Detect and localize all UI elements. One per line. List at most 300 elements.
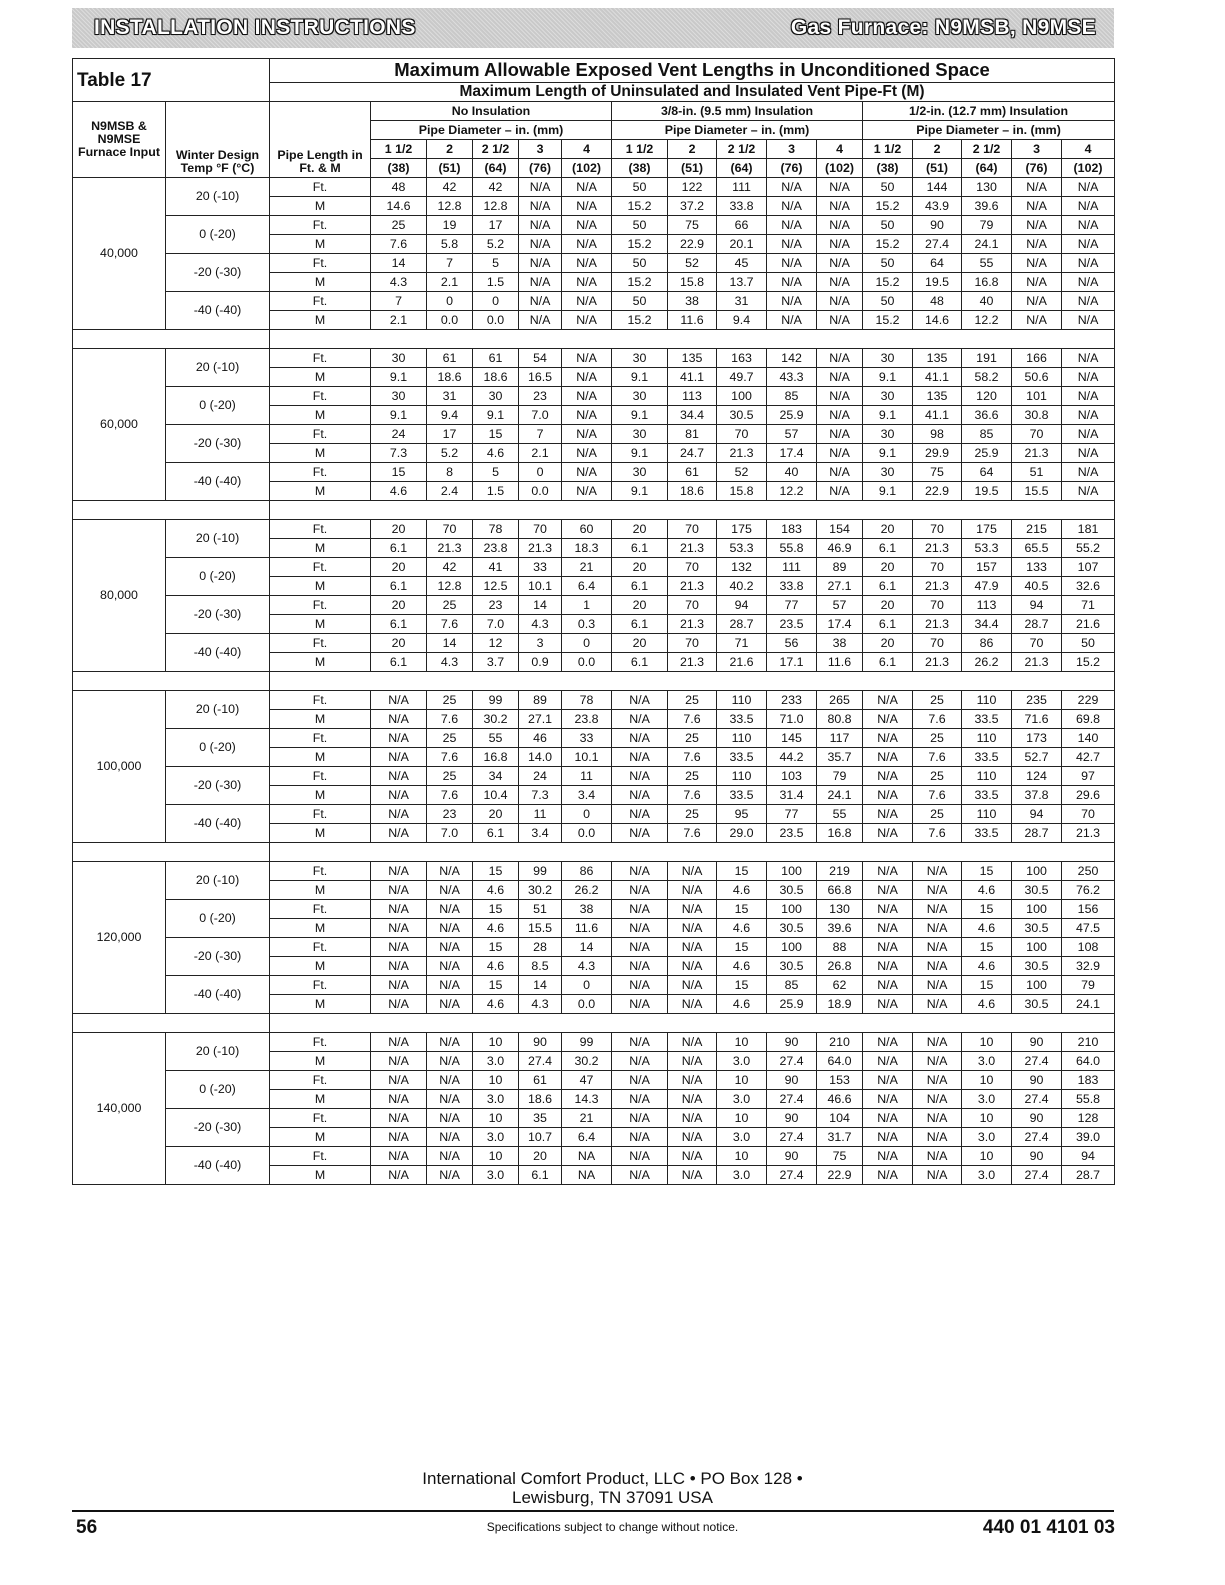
- value-cell: N/A: [1062, 425, 1115, 444]
- col-header-length: Pipe Length in Ft. & M: [270, 102, 371, 178]
- value-cell: 64.0: [1062, 1052, 1115, 1071]
- value-cell: 6.1: [371, 615, 427, 634]
- value-cell: 17.1: [767, 653, 817, 672]
- value-cell: 27.4: [767, 1166, 817, 1185]
- value-cell: 21.3: [913, 539, 962, 558]
- table-row: [73, 729, 1115, 748]
- value-cell: N/A: [913, 1052, 962, 1071]
- value-cell: 6.1: [612, 615, 668, 634]
- value-cell: N/A: [1062, 349, 1115, 368]
- value-cell: 89: [817, 558, 863, 577]
- value-cell: 22.9: [913, 482, 962, 501]
- value-cell: N/A: [863, 957, 913, 976]
- value-cell: 88: [817, 938, 863, 957]
- value-cell: 7.6: [668, 786, 717, 805]
- value-cell: N/A: [612, 767, 668, 786]
- value-cell: 113: [962, 596, 1012, 615]
- value-cell: 33.5: [962, 786, 1012, 805]
- value-cell: 10: [962, 1147, 1012, 1166]
- unit-cell: M: [270, 1090, 371, 1109]
- value-cell: 20: [371, 558, 427, 577]
- value-cell: N/A: [371, 748, 427, 767]
- value-cell: 13.7: [717, 273, 767, 292]
- value-cell: 55: [473, 729, 519, 748]
- pipe-size-mm-label: (51): [913, 159, 962, 178]
- value-cell: 15.8: [717, 482, 767, 501]
- unit-cell: M: [270, 1166, 371, 1185]
- value-cell: N/A: [612, 805, 668, 824]
- value-cell: N/A: [913, 919, 962, 938]
- value-cell: 85: [767, 976, 817, 995]
- value-cell: 35.7: [817, 748, 863, 767]
- value-cell: N/A: [371, 1071, 427, 1090]
- value-cell: 6.1: [371, 577, 427, 596]
- value-cell: 15: [717, 976, 767, 995]
- value-cell: 3.0: [717, 1090, 767, 1109]
- value-cell: 20: [612, 558, 668, 577]
- value-cell: 36.6: [962, 406, 1012, 425]
- value-cell: N/A: [427, 1033, 473, 1052]
- value-cell: N/A: [913, 1128, 962, 1147]
- value-cell: 20.1: [717, 235, 767, 254]
- value-cell: 23: [473, 596, 519, 615]
- value-cell: N/A: [863, 919, 913, 938]
- value-cell: 50: [863, 254, 913, 273]
- value-cell: 15: [473, 938, 519, 957]
- value-cell: 33: [519, 558, 562, 577]
- value-cell: 50: [1062, 634, 1115, 653]
- value-cell: 110: [962, 729, 1012, 748]
- unit-cell: M: [270, 786, 371, 805]
- value-cell: N/A: [371, 881, 427, 900]
- unit-cell: M: [270, 748, 371, 767]
- table-row: [73, 634, 1115, 653]
- value-cell: N/A: [562, 311, 612, 330]
- value-cell: 191: [962, 349, 1012, 368]
- value-cell: 70: [668, 634, 717, 653]
- value-cell: 53.3: [962, 539, 1012, 558]
- table-row: [73, 254, 1115, 273]
- pipe-size-mm-label: (38): [612, 159, 668, 178]
- pipe-size-mm-label: (102): [562, 159, 612, 178]
- value-cell: 24.1: [817, 786, 863, 805]
- value-cell: 100: [767, 900, 817, 919]
- value-cell: 6.1: [612, 577, 668, 596]
- value-cell: 29.9: [913, 444, 962, 463]
- value-cell: 18.6: [519, 1090, 562, 1109]
- value-cell: 21.3: [913, 615, 962, 634]
- value-cell: 57: [817, 596, 863, 615]
- pipe-size-label: 2 1/2: [962, 140, 1012, 159]
- vent-length-table: [72, 58, 1115, 1185]
- value-cell: 90: [767, 1071, 817, 1090]
- value-cell: 33: [562, 729, 612, 748]
- value-cell: 4.6: [717, 881, 767, 900]
- value-cell: 22.9: [817, 1166, 863, 1185]
- value-cell: 14: [371, 254, 427, 273]
- value-cell: 120: [962, 387, 1012, 406]
- value-cell: 31.4: [767, 786, 817, 805]
- value-cell: 65.5: [1012, 539, 1062, 558]
- value-cell: 9.4: [717, 311, 767, 330]
- value-cell: N/A: [668, 919, 717, 938]
- value-cell: N/A: [1062, 292, 1115, 311]
- value-cell: 79: [1062, 976, 1115, 995]
- value-cell: 53.3: [717, 539, 767, 558]
- document-number: 440 01 4101 03: [982, 1517, 1115, 1538]
- winter-temp-cell: 20 (-10): [166, 862, 270, 900]
- value-cell: 75: [913, 463, 962, 482]
- unit-cell: Ft.: [270, 805, 371, 824]
- value-cell: 26.2: [562, 881, 612, 900]
- value-cell: N/A: [668, 1033, 717, 1052]
- value-cell: N/A: [913, 1147, 962, 1166]
- value-cell: N/A: [612, 1033, 668, 1052]
- value-cell: 23.5: [767, 824, 817, 843]
- value-cell: 10: [473, 1147, 519, 1166]
- value-cell: 154: [817, 520, 863, 539]
- value-cell: N/A: [371, 900, 427, 919]
- value-cell: N/A: [1062, 235, 1115, 254]
- value-cell: 23.5: [767, 615, 817, 634]
- value-cell: N/A: [519, 216, 562, 235]
- spacer-row: [73, 672, 1115, 691]
- value-cell: 17: [427, 425, 473, 444]
- value-cell: 4.6: [473, 881, 519, 900]
- value-cell: 113: [668, 387, 717, 406]
- unit-cell: Ft.: [270, 767, 371, 786]
- value-cell: 5: [473, 254, 519, 273]
- value-cell: 40.5: [1012, 577, 1062, 596]
- value-cell: 70: [1012, 425, 1062, 444]
- unit-cell: M: [270, 824, 371, 843]
- value-cell: 30: [371, 387, 427, 406]
- value-cell: N/A: [519, 235, 562, 254]
- table-header: [73, 59, 1115, 178]
- value-cell: 38: [668, 292, 717, 311]
- value-cell: 20: [371, 520, 427, 539]
- pipe-size-label: 2: [668, 140, 717, 159]
- value-cell: N/A: [817, 254, 863, 273]
- value-cell: N/A: [817, 273, 863, 292]
- value-cell: N/A: [1012, 273, 1062, 292]
- value-cell: N/A: [371, 957, 427, 976]
- value-cell: N/A: [562, 425, 612, 444]
- value-cell: 79: [962, 216, 1012, 235]
- value-cell: 100: [1012, 938, 1062, 957]
- value-cell: 46.6: [817, 1090, 863, 1109]
- winter-temp-cell: -40 (-40): [166, 463, 270, 501]
- unit-cell: Ft.: [270, 349, 371, 368]
- pipe-size-label: 3: [767, 140, 817, 159]
- winter-temp-cell: -20 (-30): [166, 1109, 270, 1147]
- value-cell: N/A: [519, 292, 562, 311]
- value-cell: 28.7: [1062, 1166, 1115, 1185]
- table-row: [73, 976, 1115, 995]
- unit-cell: Ft.: [270, 862, 371, 881]
- value-cell: 90: [913, 216, 962, 235]
- value-cell: 5: [473, 463, 519, 482]
- value-cell: N/A: [427, 1052, 473, 1071]
- value-cell: 41.1: [913, 406, 962, 425]
- winter-temp-cell: -20 (-30): [166, 596, 270, 634]
- value-cell: 0.0: [562, 653, 612, 672]
- value-cell: 30: [863, 387, 913, 406]
- unit-cell: M: [270, 197, 371, 216]
- value-cell: 60: [562, 520, 612, 539]
- value-cell: N/A: [562, 463, 612, 482]
- value-cell: 55.8: [767, 539, 817, 558]
- company-address: [0, 1469, 1225, 1507]
- winter-temp-cell: 0 (-20): [166, 729, 270, 767]
- value-cell: 14.6: [371, 197, 427, 216]
- table-row: [73, 1109, 1115, 1128]
- winter-temp-cell: -40 (-40): [166, 976, 270, 1014]
- value-cell: 94: [1012, 596, 1062, 615]
- value-cell: 90: [519, 1033, 562, 1052]
- value-cell: 94: [1062, 1147, 1115, 1166]
- value-cell: N/A: [863, 748, 913, 767]
- value-cell: 70: [668, 596, 717, 615]
- value-cell: 33.5: [962, 824, 1012, 843]
- value-cell: 3.4: [562, 786, 612, 805]
- pipe-size-label: 2: [427, 140, 473, 159]
- pipe-size-label: 1 1/2: [371, 140, 427, 159]
- value-cell: 3.0: [717, 1128, 767, 1147]
- value-cell: 79: [817, 767, 863, 786]
- unit-cell: Ft.: [270, 729, 371, 748]
- value-cell: N/A: [863, 1147, 913, 1166]
- value-cell: 86: [562, 862, 612, 881]
- value-cell: 76.2: [1062, 881, 1115, 900]
- table-body: [73, 178, 1115, 1185]
- unit-cell: M: [270, 881, 371, 900]
- value-cell: 90: [767, 1033, 817, 1052]
- value-cell: N/A: [612, 1109, 668, 1128]
- value-cell: 20: [863, 520, 913, 539]
- pipe-size-mm-label: (38): [371, 159, 427, 178]
- value-cell: 0: [519, 463, 562, 482]
- value-cell: 100: [1012, 976, 1062, 995]
- value-cell: 128: [1062, 1109, 1115, 1128]
- table-row: [73, 425, 1115, 444]
- value-cell: 12.8: [427, 577, 473, 596]
- value-cell: 140: [1062, 729, 1115, 748]
- value-cell: N/A: [371, 1147, 427, 1166]
- pipe-diameter-header: Pipe Diameter – in. (mm): [863, 121, 1115, 140]
- value-cell: 9.1: [863, 406, 913, 425]
- value-cell: 23: [427, 805, 473, 824]
- value-cell: 17.4: [767, 444, 817, 463]
- table-subtitle: Maximum Length of Uninsulated and Insulated Vent Pipe-Ft (M): [270, 83, 1115, 102]
- unit-cell: M: [270, 273, 371, 292]
- value-cell: 20: [863, 558, 913, 577]
- value-cell: N/A: [767, 235, 817, 254]
- spacer-cell: [270, 672, 1115, 691]
- pipe-size-label: 3: [1012, 140, 1062, 159]
- value-cell: 21.3: [427, 539, 473, 558]
- page-number: 56: [76, 1517, 98, 1538]
- value-cell: 6.4: [562, 1128, 612, 1147]
- value-cell: 12: [473, 634, 519, 653]
- winter-temp-cell: 20 (-10): [166, 691, 270, 729]
- value-cell: N/A: [1012, 197, 1062, 216]
- value-cell: 21.3: [1012, 444, 1062, 463]
- table-row: [73, 767, 1115, 786]
- value-cell: N/A: [817, 482, 863, 501]
- value-cell: 17.4: [817, 615, 863, 634]
- value-cell: N/A: [612, 786, 668, 805]
- value-cell: 42: [473, 178, 519, 197]
- value-cell: 25: [668, 767, 717, 786]
- value-cell: 30.5: [1012, 919, 1062, 938]
- value-cell: N/A: [427, 976, 473, 995]
- value-cell: 4.3: [562, 957, 612, 976]
- value-cell: 46: [519, 729, 562, 748]
- value-cell: 25: [668, 805, 717, 824]
- value-cell: N/A: [817, 197, 863, 216]
- value-cell: 135: [913, 387, 962, 406]
- value-cell: 75: [817, 1147, 863, 1166]
- value-cell: 38: [562, 900, 612, 919]
- value-cell: 20: [519, 1147, 562, 1166]
- value-cell: N/A: [371, 710, 427, 729]
- value-cell: 21.3: [668, 615, 717, 634]
- value-cell: 7: [519, 425, 562, 444]
- value-cell: 25: [668, 691, 717, 710]
- value-cell: N/A: [1062, 463, 1115, 482]
- value-cell: 38: [817, 634, 863, 653]
- spacer-cell: [270, 330, 1115, 349]
- value-cell: N/A: [371, 938, 427, 957]
- value-cell: 133: [1012, 558, 1062, 577]
- value-cell: 153: [817, 1071, 863, 1090]
- value-cell: N/A: [767, 311, 817, 330]
- value-cell: 250: [1062, 862, 1115, 881]
- value-cell: 144: [913, 178, 962, 197]
- value-cell: 70: [1062, 805, 1115, 824]
- value-cell: N/A: [562, 178, 612, 197]
- value-cell: 43.9: [913, 197, 962, 216]
- value-cell: 70: [519, 520, 562, 539]
- value-cell: N/A: [612, 957, 668, 976]
- table-row: [73, 1071, 1115, 1090]
- value-cell: 61: [668, 463, 717, 482]
- value-cell: N/A: [562, 482, 612, 501]
- value-cell: 1.5: [473, 482, 519, 501]
- value-cell: 15.2: [612, 273, 668, 292]
- value-cell: 30.5: [717, 406, 767, 425]
- value-cell: 9.1: [863, 482, 913, 501]
- spacer-cell: [270, 1014, 1115, 1033]
- value-cell: 0: [427, 292, 473, 311]
- value-cell: 7.3: [371, 444, 427, 463]
- value-cell: N/A: [863, 995, 913, 1014]
- value-cell: 19: [427, 216, 473, 235]
- value-cell: 15: [962, 976, 1012, 995]
- value-cell: N/A: [668, 1071, 717, 1090]
- value-cell: 27.4: [1012, 1128, 1062, 1147]
- spacer-row: [73, 501, 1115, 520]
- value-cell: N/A: [427, 919, 473, 938]
- value-cell: 7: [427, 254, 473, 273]
- value-cell: 42: [427, 558, 473, 577]
- value-cell: N/A: [519, 178, 562, 197]
- value-cell: 30.8: [1012, 406, 1062, 425]
- value-cell: 21.3: [1062, 824, 1115, 843]
- value-cell: N/A: [371, 1052, 427, 1071]
- value-cell: N/A: [817, 292, 863, 311]
- value-cell: N/A: [1062, 406, 1115, 425]
- unit-cell: Ft.: [270, 691, 371, 710]
- value-cell: N/A: [519, 273, 562, 292]
- value-cell: 7.3: [519, 786, 562, 805]
- value-cell: 4.3: [519, 995, 562, 1014]
- value-cell: 78: [473, 520, 519, 539]
- value-cell: 25: [427, 596, 473, 615]
- value-cell: 90: [1012, 1109, 1062, 1128]
- value-cell: 50: [612, 292, 668, 311]
- value-cell: N/A: [562, 406, 612, 425]
- unit-cell: M: [270, 482, 371, 501]
- value-cell: N/A: [427, 1090, 473, 1109]
- value-cell: N/A: [562, 349, 612, 368]
- value-cell: 23.8: [473, 539, 519, 558]
- pipe-size-label: 3: [519, 140, 562, 159]
- value-cell: 7.6: [427, 748, 473, 767]
- col-header-input: N9MSB & N9MSE Furnace Input: [73, 102, 166, 178]
- value-cell: 15.5: [519, 919, 562, 938]
- table-row: [73, 216, 1115, 235]
- value-cell: 30: [473, 387, 519, 406]
- value-cell: 25.9: [767, 995, 817, 1014]
- value-cell: N/A: [612, 748, 668, 767]
- pipe-size-label: 4: [1062, 140, 1115, 159]
- value-cell: 15: [473, 862, 519, 881]
- value-cell: N/A: [562, 197, 612, 216]
- value-cell: 55: [962, 254, 1012, 273]
- table-label: Table 17: [73, 59, 270, 102]
- value-cell: 25: [668, 729, 717, 748]
- value-cell: 21.3: [668, 539, 717, 558]
- value-cell: 75: [668, 216, 717, 235]
- value-cell: 27.4: [913, 235, 962, 254]
- value-cell: 11.6: [562, 919, 612, 938]
- header-bar: [72, 8, 1114, 48]
- value-cell: 77: [767, 805, 817, 824]
- furnace-input-cell: 100,000: [73, 691, 166, 843]
- value-cell: 29.0: [717, 824, 767, 843]
- value-cell: 175: [717, 520, 767, 539]
- value-cell: N/A: [371, 805, 427, 824]
- value-cell: 163: [717, 349, 767, 368]
- value-cell: N/A: [562, 254, 612, 273]
- value-cell: 95: [717, 805, 767, 824]
- value-cell: 4.6: [962, 957, 1012, 976]
- pipe-size-mm-label: (64): [717, 159, 767, 178]
- value-cell: 117: [817, 729, 863, 748]
- value-cell: 3.0: [962, 1166, 1012, 1185]
- value-cell: 122: [668, 178, 717, 197]
- value-cell: N/A: [1062, 216, 1115, 235]
- value-cell: 71: [717, 634, 767, 653]
- pipe-size-mm-label: (51): [668, 159, 717, 178]
- value-cell: N/A: [612, 1147, 668, 1166]
- unit-cell: M: [270, 995, 371, 1014]
- value-cell: 30: [371, 349, 427, 368]
- unit-cell: M: [270, 615, 371, 634]
- unit-cell: Ft.: [270, 520, 371, 539]
